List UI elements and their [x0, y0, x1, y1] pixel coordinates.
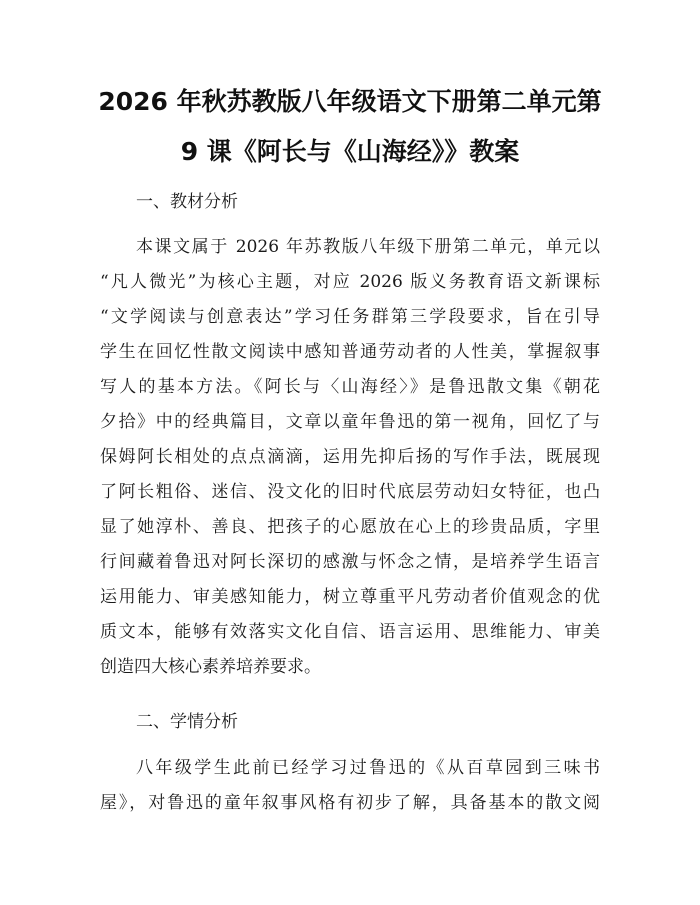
paragraph-line: 了阿长粗俗、迷信、没文化的旧时代底层劳动妇女特征，也凸: [100, 482, 600, 502]
paragraph-line: 保姆阿长相处的点点滴滴，运用先抑后扬的写作手法，既展现: [100, 447, 600, 467]
document-title-line-1: 2026 年秋苏教版八年级语文下册第二单元第: [98, 87, 602, 116]
paragraph-line: 写人的基本方法。《阿长与〈山海经〉》是鲁迅散文集《朝花: [100, 377, 600, 397]
paragraph-line: 学生在回忆性散文阅读中感知普通劳动者的人性美，掌握叙事: [100, 342, 600, 362]
paragraph-line: 本课文属于 2026 年苏教版八年级下册第二单元，单元以: [136, 237, 600, 257]
paragraph-line: 屋》，对鲁迅的童年叙事风格有初步了解，具备基本的散文阅: [100, 793, 600, 813]
paragraph-line: 夕拾》中的经典篇目，文章以童年鲁迅的第一视角，回忆了与: [100, 412, 600, 432]
paragraph-line: 八年级学生此前已经学习过鲁迅的《从百草园到三味书: [136, 758, 600, 778]
paragraph-line: 显了她淳朴、善良、把孩子的心愿放在心上的珍贵品质，字里: [100, 517, 600, 537]
paragraph-line: 创造四大核心素养培养要求。: [100, 657, 321, 677]
section-heading-teaching-material: 一、教材分析: [136, 192, 238, 212]
section-heading-learner-analysis: 二、学情分析: [136, 712, 238, 732]
document-title-line-2: 9 课《阿长与《山海经》》教案: [180, 137, 520, 166]
paragraph-line: “凡人微光”为核心主题，对应 2026 版义务教育语文新课标: [100, 272, 600, 292]
paragraph-line: 质文本，能够有效落实文化自信、语言运用、思维能力、审美: [100, 622, 600, 642]
paragraph-line: “文学阅读与创意表达”学习任务群第三学段要求，旨在引导: [100, 307, 600, 327]
paragraph-line: 运用能力、审美感知能力，树立尊重平凡劳动者价值观念的优: [100, 587, 600, 607]
paragraph-line: 行间藏着鲁迅对阿长深切的感激与怀念之情，是培养学生语言: [100, 552, 600, 572]
